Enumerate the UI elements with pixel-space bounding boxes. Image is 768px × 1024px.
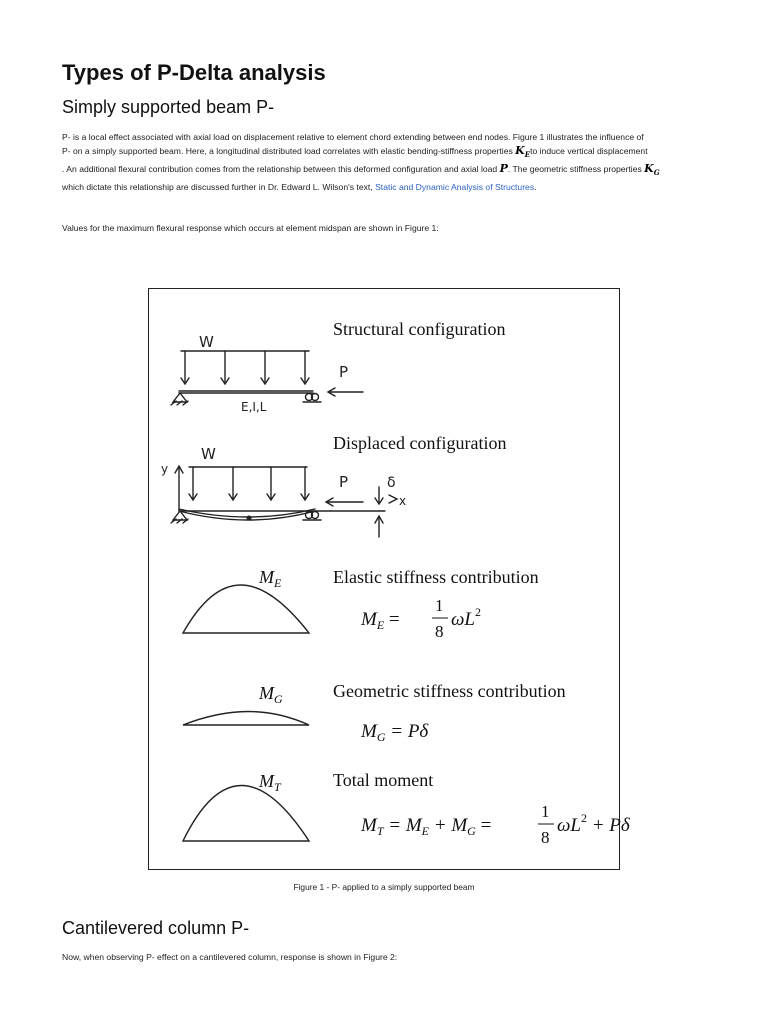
intro-line-2-text: P- on a simply supported beam. Here, a longitudinal distributed load correlates with elastic bending-stiffness properties xyxy=(62,146,516,156)
roller-support-right-displaced xyxy=(303,512,321,521)
geometric-label: Geometric stiffness contribution xyxy=(333,681,566,701)
figure-1-caption: Figure 1 - P- applied to a simply supported beam xyxy=(293,882,475,892)
kg-variable xyxy=(644,162,660,178)
me-symbol: $M_E$ xyxy=(259,567,282,590)
midspan-node xyxy=(247,516,251,520)
section-heading-simply-supported: Simply supported beam P- xyxy=(62,97,275,117)
elastic-fraction-denominator: 8 xyxy=(435,622,444,641)
props-label: E,I,L xyxy=(241,400,267,414)
load-arrows-structural xyxy=(181,351,309,384)
y-axis-label: y xyxy=(161,462,169,476)
intro-line-3-mid: . The geometric stiffness properties xyxy=(507,164,645,175)
delta-label: δ xyxy=(387,475,396,491)
axial-label-displaced: P xyxy=(339,473,349,491)
elastic-moment-diagram xyxy=(183,585,309,633)
ke-subscript: E xyxy=(524,150,531,160)
axial-load-arrow-structural xyxy=(328,388,363,396)
kg-subscript: G xyxy=(653,168,660,178)
intro-line-4-text: which dictate this relationship are discussed further in Dr. Edward L. Wilson's text, xyxy=(62,182,376,193)
total-equation-lhs: $M_T = M_E + M_G$ = xyxy=(361,815,492,838)
geometric-equation: $M_G = P\delta$ xyxy=(361,721,429,744)
load-label-displaced: W xyxy=(201,445,216,463)
section-heading-cantilevered: Cantilevered column P- xyxy=(62,918,250,938)
intro-line-2-end: to induce vertical displacement xyxy=(530,146,648,156)
elastic-fraction-numerator: 1 xyxy=(435,596,444,615)
mt-symbol: $M_T$ xyxy=(259,771,281,794)
axial-load-arrow-displaced xyxy=(326,498,363,506)
total-moment-diagram xyxy=(183,786,309,842)
intro-line-4 xyxy=(62,180,712,194)
elastic-label: Elastic stiffness contribution xyxy=(333,567,539,587)
elastic-equation-lhs: $M_E$ = xyxy=(361,609,400,632)
mg-symbol: $M_G$ xyxy=(259,683,283,706)
intro-line-3-text: . An additional flexural contribution comes from the relationship between this deformed configuration and axial load xyxy=(62,164,500,175)
delta-arrow-up xyxy=(375,516,383,537)
wilson-text-link[interactable]: Static and Dynamic Analysis of Structures xyxy=(375,182,535,193)
intro-line-2 xyxy=(62,144,712,162)
figure-1-drawing xyxy=(149,289,630,869)
page-title: Types of P-Delta analysis xyxy=(62,60,326,85)
load-label-structural: W xyxy=(199,333,214,351)
intro-paragraph xyxy=(62,130,712,194)
intro-line-3 xyxy=(62,162,712,180)
ke-variable xyxy=(515,144,531,160)
axial-label-structural: P xyxy=(339,363,349,381)
kg-letter: K xyxy=(644,162,654,176)
geometric-moment-diagram xyxy=(183,712,309,726)
y-axis xyxy=(175,466,183,511)
p-variable: P xyxy=(499,162,508,176)
pin-support-left xyxy=(171,393,188,405)
displaced-configuration-label: Displaced configuration xyxy=(333,433,507,453)
elastic-equation-rhs: $\omega L^2$ xyxy=(451,605,481,630)
figure-1 xyxy=(148,288,630,870)
intro-line-4-end: . xyxy=(534,182,537,193)
roller-support-right xyxy=(303,394,321,403)
load-arrows-displaced xyxy=(189,467,309,500)
x-axis-arrow xyxy=(389,495,397,503)
values-paragraph: Values for the maximum flexural response which occurs at element midspan are shown in Figure 1: xyxy=(62,223,439,233)
intro-line-1: P- is a local effect associated with axial load on displacement relative to element chord extending between end nodes. Figure 1 illustrates the influence of xyxy=(62,132,644,142)
total-moment-label: Total moment xyxy=(333,770,434,790)
ke-letter: K xyxy=(515,144,525,157)
delta-arrow-down xyxy=(375,487,383,504)
total-equation-rhs: $\omega L^2 + P\delta$ xyxy=(557,811,630,836)
total-fraction-denominator: 8 xyxy=(541,828,550,847)
x-axis-label: x xyxy=(399,494,407,508)
total-fraction-numerator: 1 xyxy=(541,802,550,821)
structural-configuration-label: Structural configuration xyxy=(333,319,506,339)
cantilever-paragraph: Now, when observing P- effect on a cantilevered column, response is shown in Figure 2: xyxy=(62,952,398,962)
